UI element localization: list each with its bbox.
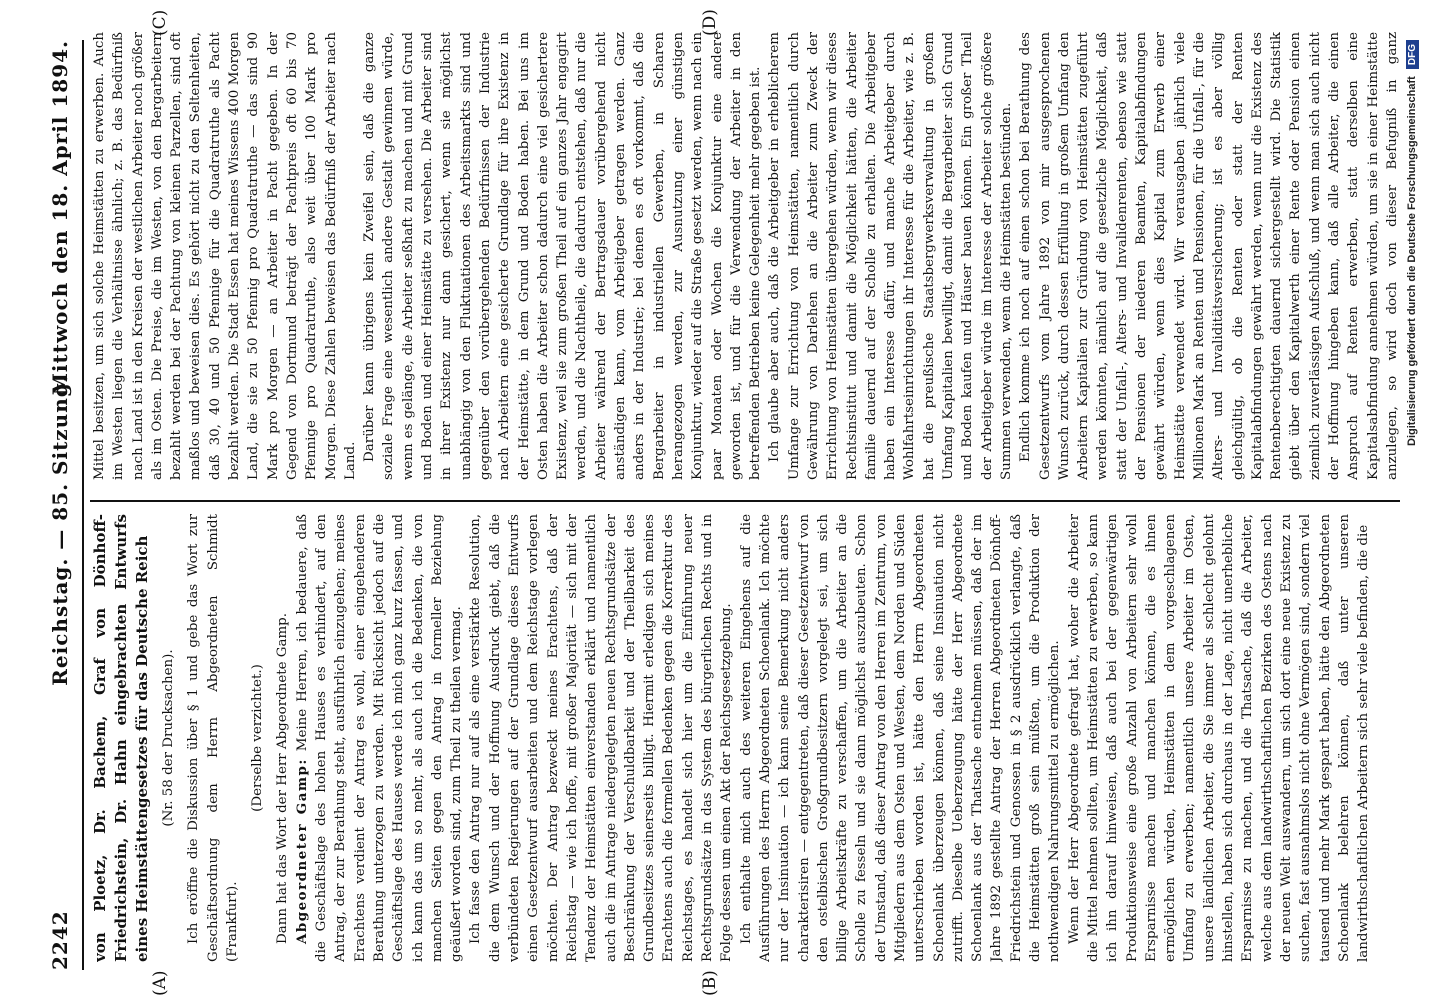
digitization-credit [1406, 40, 1426, 970]
paragraph: Endlich komme ich noch auf einen schon bei Berathung des Gesetzentwurfs vom Jahre 1892 von mir ausgesprochenen Wunsch zurück, durch dessen Erfüllung in großem Umfang den Arbeitern Kapitalien zur Gründung von Heimstätten zugeführt werden könnten, nämlich auf die gesetzliche Möglichkeit, daß statt der Unfall-, Alters- und Invalidenrenten, ebenso wie statt der Pensionen der niederen Beamten, Kapitalabfindungen gewährt würden, wenn dies Kapital zum Erwerb einer Heimstätte verwendet wird. Wir verausgaben jährlich viele Millionen Mark an Renten und Pensionen, für die Unfall-, für die Alters- und Invaliditätsversicherung; ist es aber völlig gleichgültig, ob die Renten oder statt der Renten Kapitalabfindungen gewährt werden, wenn nur die Existenz des Rentenberechtigten dauernd sichergestellt wird. Die Statistik giebt über den Kapitalwerth einer Rente oder Pension einen ziemlich zuverlässigen Aufschluß, und wenn man sich auch nicht der Hoffnung hingeben kann, daß alle Arbeiter, die einen Anspruch auf Renten erwerben, statt derselben eine Kapitalsabfindung annehmen würden, um sie in einer Heimstätte anzulegen, so wird doch von dieser Befugniß in ganz [1018, 32, 1400, 480]
paragraph: Wenn der Herr Abgeordnete gefragt hat, woher die Arbeiter die Mittel nehmen sollten, um Heimstätten zu erwerben, so kann ich ihn darauf hinweisen, daß auch bei der gegenwärtigen Produktionsweise eine große Anzahl von Arbeitern sehr wohl Ersparnisse machen und manchen können, die es ihnen ermöglichen würden, Heimstätten in dem vorgeschlagenen Umfang zu erwerben; namentlich unsere Arbeiter im Osten, unsere ländlichen Arbeiter, die Sie immer als schlecht gelohnt hinstellen, haben sich durchaus in der Lage, nicht unerhebliche Ersparnisse zu machen, und die Thatsache, daß die Arbeiter, welche aus dem landwirthschaftlichen Bezirken des Ostens nach der neuen Welt auswandern, um sich dort eine neue Existenz zu suchen, fast ausnahmslos nicht ohne Vermögen sind, sondern viel tausend und mehr Mark gespart haben, hätte den Abgeordneten Schoenlank belehren können, daß unter unseren landwirthschaftlichen Arbeitern sich sehr viele befinden, die die [1066, 514, 1372, 962]
paragraph: Ich enthalte mich auch des weiteren Eingehens auf die Ausführungen des Herrn Abgeordneten Schoenlank. Ich möchte nur der Insinuation — ich kann seine Bemerkung nicht anders charakterisiren — entgegentreten, daß dieser Gesetzentwurf von den ostelbischen Großgrundbesitzern vorgelegt sei, um sich billige Arbeitskräfte zu verschaffen, um die Arbeiter an die Scholle zu fesseln und sie dann möglichst auszubeuten. Schon der Umstand, daß dieser Antrag von den Herren im Zentrum, von Mitgliedern aus dem Osten und Westen, dem Norden und Süden unterschrieben worden ist, hätte den Herrn Abgeordneten Schoenlank überzeugen können, daß seine Insinuation nicht zutrifft. Dieselbe Ueberzeugung hätte der Herr Abgeordnete Schoenlank aus der Thatsache entnehmen müssen, daß der im Jahre 1892 gestellte Antrag der Herren Abgeordneten Dönhoff-Friedrichstein und Genossen in § 2 ausdrücklich verlangte, daß die Heimstätten groß sein müßten, um die Produktion der nothwendigen Nahrungsmittel zu ermöglichen. [738, 514, 1063, 962]
margin-mark-c: (C) [150, 9, 170, 36]
speaker-name: Abgeordneter Gamp: [293, 758, 310, 944]
page-number: 2242 [48, 910, 72, 970]
margin-mark-a: (A) [150, 970, 170, 996]
header-rule [82, 40, 84, 970]
dfg-logo: DFG [1406, 40, 1419, 69]
page-header [48, 40, 78, 970]
column-divider [90, 500, 1400, 502]
paragraph: Dann hat das Wort der Herr Abgeordnete Gamp. [275, 612, 291, 944]
margin-mark-b: (B) [700, 970, 720, 996]
margin-mark-d: (D) [700, 9, 720, 36]
paragraph: Darüber kann übrigens kein Zweifel sein, daß die ganze soziale Frage eine wesentlich andere Gestalt gewinnen würde, wenn es gelänge, die Arbeiter seßhaft zu machen und mit Grund und Boden und einer Heimstätte zu versehen. Die Arbeiter sind in ihrer Existenz nur dann gesichert, wenn sie möglichst unabhängig von den Fluktuationen des Arbeitsmarkts sind und gegenüber den vorübergehenden Bedürfnissen der Industrie nach Arbeitern eine gesicherte Grundlage für ihre Existenz in der Heimstätte, in dem Grund und Boden haben. Bei uns im Osten haben die Arbeiter schon dadurch eine viel gesichertere Existenz, weil sie zum großen Theil auf ein ganzes Jahr engagirt werden, und die Nachtheile, die dadurch entstehen, daß nur die Arbeiter während der Bertragsdauer vorübergehend nicht anständigen kann, vom Arbeitgeber getragen werden. Ganz anders in der Industrie; bei denen es oft vorkommt, daß die Bergarbeiter in industriellen Gewerben, in Scharen herangezogen werden, zur Ausnutzung einer günstigen Konjunktur, wieder auf die Straße gesetzt werden, wenn nach ein paar Monaten oder Wochen die Konjunktur eine andere geworden ist, und für die Verwendung der Arbeiter in den betreffenden Betrieben keine Gelegenheit mehr gegeben ist. [362, 32, 764, 480]
credit-text: Digitalisierung gefördert durch die Deutsche Forschungsgemeinschaft [1406, 76, 1418, 446]
paragraph: Ich eröffne die Diskussion über § 1 und gebe das Wort zur Geschäftsordnung dem Herrn Abgeordneten Schmidt (Frankfurt). [186, 514, 240, 962]
speech-paragraph [293, 514, 467, 962]
bill-title: von Ploetz, Dr. Bachem, Graf von Dönhoff-Friedrichstein, Dr. Hahn eingebrachten Entwurfs eines Heimstättengesetzes für das Deutsche Reich [91, 514, 151, 962]
paragraph: Ich fasse den Antrag nur auf als eine verstärkte Resolution, die dem Wunsch und der Hoffnung Ausdruck giebt, daß die verbündeten Regierungen auf der Grundlage dieses Entwurfs einen Gesetzentwurf ausarbeiten und dem Reichstage vorlegen möchten. Der Antrag bezweckt meines Erachtens, daß der Reichstag — wie ich hoffe, mit großer Majorität — sich mit der Tendenz der Heimstätten einverstanden erklärt und namentlich auch die im Antrage niedergelegten neuen Rechtsgrundsätze der Beschränkung der Verschuldbarkeit und der Theilbarkeit des Grundbesitzes seinerseits billigt. Hiermit erledigen sich meines Erachtens auch die formellen Bedenken gegen die Korrektur des Reichstages, es handelt sich hier um die Einführung neuer Rechtsgrundsätze in das System des bürgerlichen Rechts und in Folge dessen um einen Akt der Reichsgesetzgebung. [468, 514, 735, 962]
session-date: Mittwoch den 18. April 1894. [48, 40, 72, 396]
bill-title-note: (Nr. 58 der Drucksachen). [161, 649, 176, 827]
left-column [90, 514, 1400, 962]
speech-text: Meine Herren, ich bedauere, daß die Geschäftslage des hohen Hauses es verhindert, auf den Antrag, der zur Berathung steht, ausführlich einzugehen; meines Erachtens verdient der Antrag es wohl, einer eingehenderen Berathung unterzogen zu werden. Mit Rücksicht jedoch auf die Geschäftslage des Hauses werde ich mich ganz kurz fassen, und ich kann das um so mehr, als auch ich die Bedenken, die von manchen Seiten gegen den Antrag in formeller Beziehung geäußert worden sind, zum Theil zu theilen vermag. [294, 514, 465, 962]
session-title: Reichstag. — 85. Sitzung. [48, 374, 72, 686]
paragraph-aside: (Derselbe verzichtet.) [250, 664, 266, 812]
paragraph: Ich glaube aber auch, daß die Arbeitgeber in erheblicherem Umfange zur Errichtung von Heimstätten, namentlich durch Gewährung von Darlehen an die Arbeiter zum Zweck der Errichtung von Heimstätten übergehen würden, wenn wir dieses Rechtsinstitut und damit die Möglichkeit hätten, die Arbeiter familie dauernd auf der Scholle zu erhalten. Die Arbeitgeber haben ein Interesse dafür, und manche Arbeitgeber durch Wohlfahrtseinrichtungen ihr Interesse für die Arbeiter, wie z. B. hat die preußische Staatsbergwerksverwaltung in großem Umfang Kapitalien bewilligt, damit die Bergarbeiter sich Grund und Boden kaufen und Häuser bauen können. Ein großer Theil der Arbeitgeber würde im Interesse der Arbeiter solche größere Summen verwenden, wenn die Heimstätten bestünden. [767, 32, 1014, 480]
paragraph: Mittel besitzen, um sich solche Heimstätten zu erwerben. Auch im Westen liegen die Verhältnisse ähnlich; z. B. das Bedürfniß nach Land ist in den Kreisen der westlichen Arbeiter noch größer als im Osten. Die Preise, die im Westen, von den Bergarbeitern bezahlt werden bei der Pachtung von kleinen Parzellen, sind oft maßlos und beweisen dies. Es gehört nicht zu den Seltenheiten, daß 30, 40 und 50 Pfennige für die Quadratruthe als Pacht bezahlt werden. Die Stadt Essen hat meines Wissens 400 Morgen Land, die sie zu 50 Pfennig pro Quadratruthe — das sind 90 Mark pro Morgen — an Arbeiter in Pacht gegeben. In der Gegend von Dortmund beträgt der Pachtpreis oft 60 bis 70 Pfennige pro Quadratruthe, also weit über 100 Mark pro Morgen. Diese Zahlen beweisen das Bedürfniß der Arbeiter nach Land. [92, 32, 358, 480]
right-column [90, 32, 1400, 480]
